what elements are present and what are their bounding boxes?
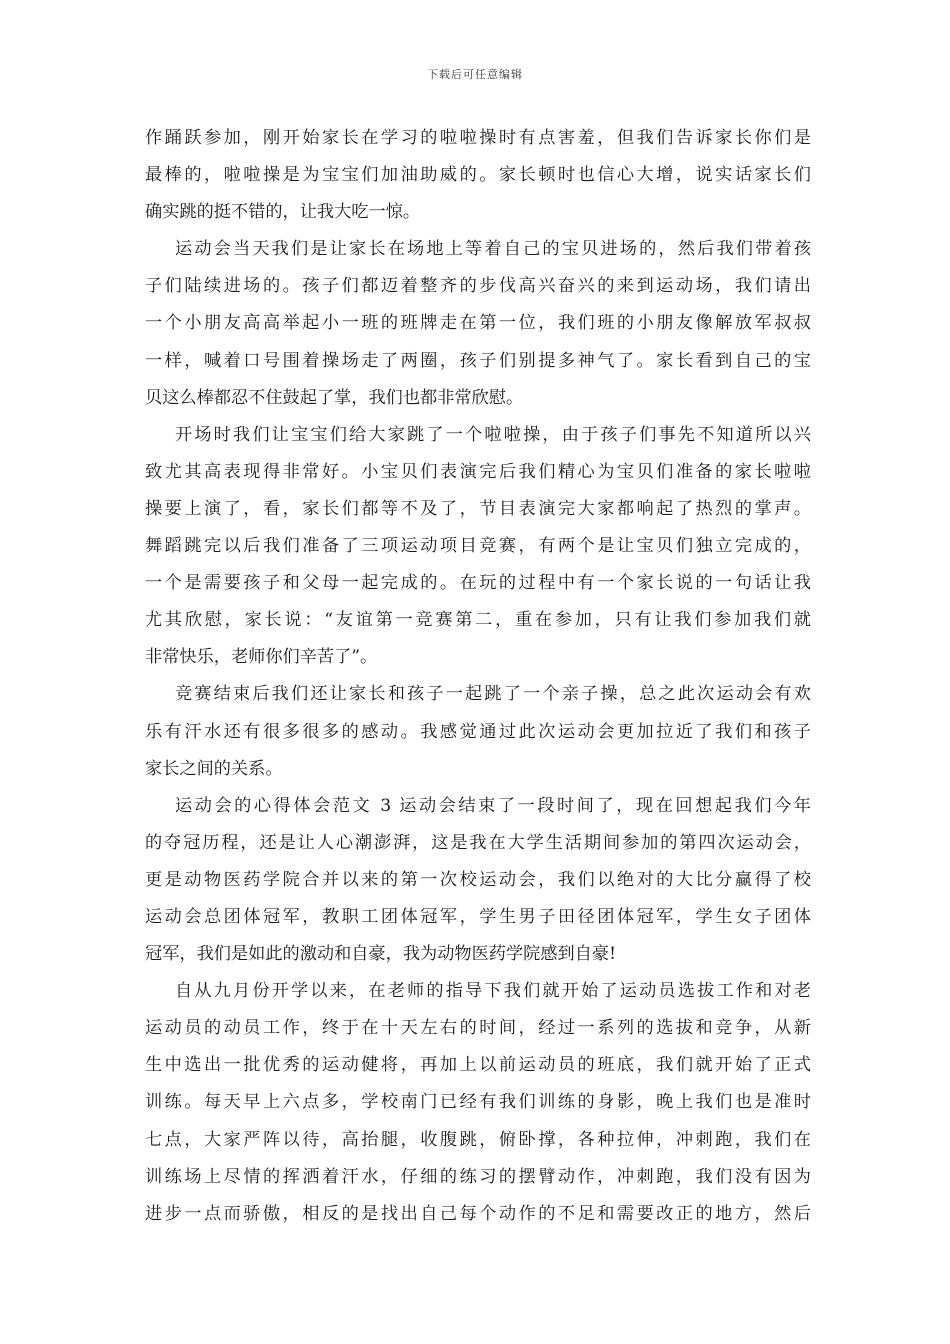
text-line: 贝这么棒都忍不住鼓起了掌，我们也都非常欣慰。 bbox=[145, 387, 524, 408]
text-line: 开场时我们让宝宝们给大家跳了一个啦啦操，由于孩子们事先不知道所以兴 bbox=[175, 424, 811, 445]
body-text bbox=[145, 120, 811, 1233]
text-line: 训练。每天早上六点多，学校南门已经有我们训练的身影，晚上我们也是准时 bbox=[145, 1092, 811, 1113]
text-line: 运动会总团体冠军，教职工团体冠军，学生男子田径团体冠军，学生女子团体 bbox=[145, 906, 811, 927]
text-line: 子们陆续进场的。孩子们都迈着整齐的步伐高兴奋兴的来到运动场，我们请出 bbox=[145, 276, 811, 297]
text-line: 生中选出一批优秀的运动健将，再加上以前运动员的班底，我们就开始了正式 bbox=[145, 1055, 811, 1076]
text-line: 一样，喊着口号围着操场走了两圈，孩子们别提多神气了。家长看到自己的宝 bbox=[145, 350, 811, 371]
text-line: 作踊跃参加，刚开始家长在学习的啦啦操时有点害羞，但我们告诉家长你们是 bbox=[145, 128, 811, 148]
text-line: 运动会的心得体会范文 3 运动会结束了一段时间了，现在回想起我们今年 bbox=[175, 795, 811, 816]
page-header-note: 下载后可任意编辑 bbox=[427, 68, 523, 81]
text-line: 冠军，我们是如此的激动和自豪，我为动物医药学院感到自豪! bbox=[145, 944, 616, 965]
text-line: 最棒的，啦啦操是为宝宝们加油助威的。家长顿时也信心大增，说实话家长们 bbox=[145, 165, 811, 186]
text-line: 七点，大家严阵以待，高抬腿，收腹跳，俯卧撑，各种拉伸，冲刺跑，我们在 bbox=[145, 1129, 811, 1150]
text-line: 乐有汗水还有很多很多的感动。我感觉通过此次运动会更加拉近了我们和孩子 bbox=[145, 721, 811, 742]
text-line: 竞赛结束后我们还让家长和孩子一起跳了一个亲子操，总之此次运动会有欢 bbox=[175, 684, 811, 705]
text-line: 的夺冠历程，还是让人心潮澎湃，这是我在大学生活期间参加的第四次运动会， bbox=[145, 832, 811, 853]
text-line: 一个小朋友高高举起小一班的班牌走在第一位，我们班的小朋友像解放军叔叔 bbox=[145, 313, 811, 334]
text-line: 尤其欣慰，家长说：“友谊第一竞赛第二，重在参加，只有让我们参加我们就 bbox=[145, 610, 811, 631]
text-line: 运动会当天我们是让家长在场地上等着自己的宝贝进场的，然后我们带着孩 bbox=[175, 239, 811, 260]
text-line: 非常快乐，老师你们辛苦了”。 bbox=[145, 647, 378, 668]
text-line: 训练场上尽情的挥洒着汗水，仔细的练习的摆臂动作，冲刺跑，我们没有因为 bbox=[145, 1166, 811, 1187]
text-line: 确实跳的挺不错的，让我大吃一惊。 bbox=[145, 202, 421, 223]
text-line: 进步一点而骄傲，相反的是找出自己每个动作的不足和需要改正的地方，然后 bbox=[145, 1203, 811, 1224]
text-line: 舞蹈跳完以后我们准备了三项运动项目竞赛，有两个是让宝贝们独立完成的， bbox=[145, 536, 811, 557]
text-line: 更是动物医药学院合并以来的第一次校运动会，我们以绝对的大比分赢得了校 bbox=[145, 869, 811, 890]
text-line: 运动员的动员工作，终于在十天左右的时间，经过一系列的选拔和竞争，从新 bbox=[145, 1018, 811, 1039]
text-line: 致尤其高表现得非常好。小宝贝们表演完后我们精心为宝贝们准备的家长啦啦 bbox=[145, 461, 811, 482]
text-line: 家长之间的关系。 bbox=[145, 758, 283, 779]
text-line: 操要上演了，看，家长们都等不及了，节目表演完大家都响起了热烈的掌声。 bbox=[145, 498, 811, 519]
text-line: 自从九月份开学以来，在老师的指导下我们就开始了运动员选拔工作和对老 bbox=[175, 981, 811, 1002]
text-line: 一个是需要孩子和父母一起完成的。在玩的过程中有一个家长说的一句话让我 bbox=[145, 573, 811, 594]
